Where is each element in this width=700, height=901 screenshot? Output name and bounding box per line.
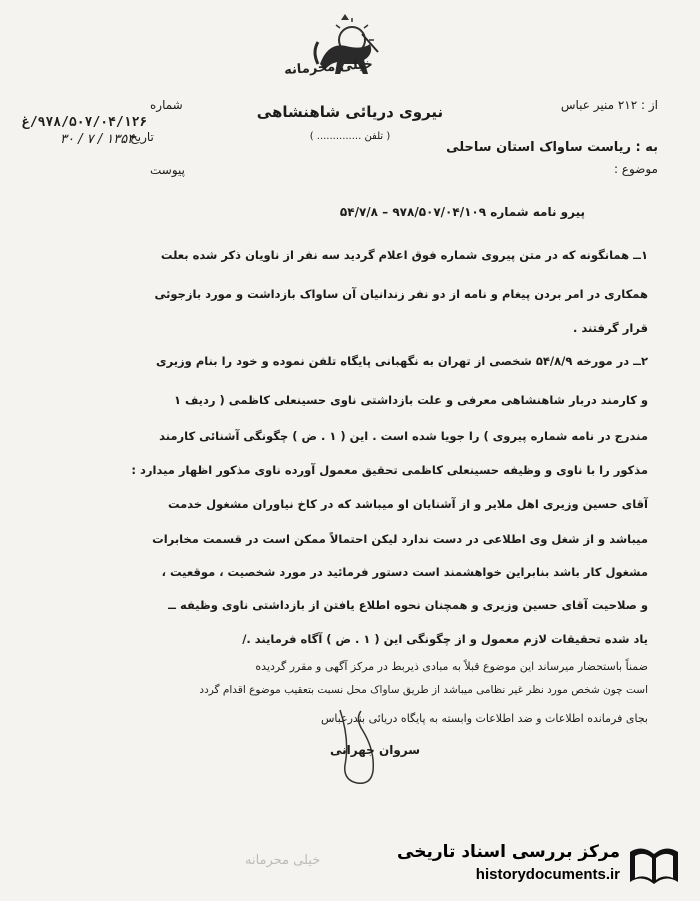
attachment-label: پیوست <box>150 163 185 177</box>
body-line: و کارمند دربار شاهنشاهی معرفی و علت بازداشتی ناوی حسینعلی کاظمی ( ردیف ۱ <box>173 393 648 407</box>
organization-name: نیروی دریائی شاهنشاهی <box>256 103 444 121</box>
classification-stamp: خیلی محرمانه <box>283 56 374 79</box>
from-line: از : ۲۱۲ منیر عباس <box>560 98 658 112</box>
body-line: همکاری در امر بردن پیغام و نامه از دو نفر زندانیان آن ساواک بازداشت و مورد بازجوئی <box>154 287 648 301</box>
body-line: بجای فرمانده اطلاعات و ضد اطلاعات وابسته به پایگاه دریائی بندرعباس <box>320 712 648 725</box>
body-line: قرار گرفتند . <box>572 321 648 335</box>
body-line: است چون شخص مورد نظر غیر نظامی میباشد از طریق ساواک محل نسبت بتعقیب موضوع اقدام گردد <box>199 684 648 696</box>
body-line: ۲ــ در مورخه ۵۴/۸/۹ شخصی از تهران به نگهبانی پایگاه تلفن نموده و خود را بنام وزیری <box>156 354 648 368</box>
body-line: یاد شده تحقیقات لازم معمول و از چگونگی این ( ۱ . ض ) آگاه فرمایند ./ <box>242 632 648 646</box>
date-label: تاریخ <box>130 130 154 144</box>
to-line: به : ریاست ساواک استان ساحلی <box>446 140 658 155</box>
signature-name: سروان جهرانی <box>330 743 421 757</box>
body-line: و صلاحیت آقای حسین وزیری و همچنان نحوه اطلاع یافتن از بازداشتی ناوی وظیفه ــ <box>168 598 648 612</box>
phone-field: ( تلفن .............. ) <box>309 131 391 142</box>
body-line: آقای حسین وزیری اهل ملایر و از آشنایان او میباشد که در کاخ نیاوران مشغول خدمت <box>167 497 648 511</box>
body-line: مندرج در نامه شماره پیروی ) را جویا شده است . این ( ۱ . ض ) چگونگی آشنائی کارمند <box>159 429 648 443</box>
book-logo-icon <box>626 842 682 892</box>
reference-line: پیرو نامه شماره ۹۷۸/۵۰۷/۰۴/۱۰۹ – ۵۴/۷/۸ <box>339 205 585 219</box>
watermark <box>397 838 690 890</box>
watermark-url: historydocuments.ir <box>475 866 620 883</box>
date-value: ۳۰ / ۷ / ۱۳۵۴ <box>60 132 135 147</box>
footer-classification: خیلی محرمانه <box>245 853 321 868</box>
body-line: مشغول کار باشد بنابراین خواهشمند است دستور فرمائید در مورد شخصیت ، موقعیت ، <box>161 565 648 579</box>
watermark-title: مرکز بررسی اسناد تاریخی <box>397 842 620 862</box>
body-line: ۱ــ همانگونه که در متن پیروی شماره فوق اعلام گردید سه نفر از ناویان ذکر شده بعلت <box>160 248 648 262</box>
subject-line: موضوع : <box>613 162 658 176</box>
number-label: شماره <box>150 98 183 112</box>
number-value: ۹۷۸/۵۰۷/۰۴/۱۲۶/غ <box>22 115 148 130</box>
body-line: مذکور را با ناوی و وظیفه حسینعلی کاظمی تحقیق معمول آورده ناوی مذکور اظهار میدارد : <box>131 463 648 477</box>
body-line: ضمناً باستحضار میرساند این موضوع قبلاً به مبادی ذیربط در مرکز آگهی و مقرر گردیده <box>255 660 648 673</box>
body-line: میباشد و از شغل وی اطلاعی در دست ندارد لیکن احتمالاً ممکن است در قسمت مخابرات <box>152 532 648 546</box>
